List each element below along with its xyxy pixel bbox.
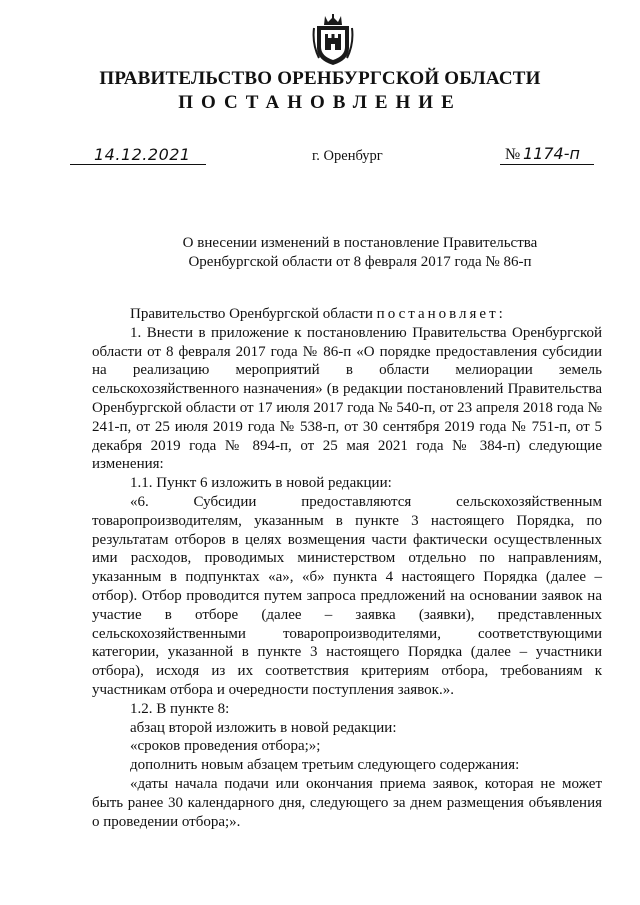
document-number: 1174-п bbox=[523, 144, 580, 163]
intro-resolves: постановляет: bbox=[376, 306, 506, 322]
intro-text: Правительство Оренбургской области bbox=[130, 306, 377, 322]
document-subject bbox=[150, 234, 570, 272]
intro-paragraph bbox=[92, 305, 602, 324]
document-city: г. Оренбург bbox=[312, 148, 383, 164]
paragraph-add-abzac: дополнить новым абзацем третьим следующего содержания: bbox=[130, 757, 520, 774]
document-body bbox=[92, 305, 602, 831]
paragraph-item-1-2: 1.2. В пункте 8: bbox=[130, 700, 230, 717]
subject-line-2: Оренбургской области от 8 февраля 2017 года № 86-п bbox=[188, 254, 532, 270]
date-underline bbox=[70, 164, 206, 165]
document-date: 14.12.2021 bbox=[94, 145, 191, 164]
paragraph-quote-terms: «сроков проведения отбора;»; bbox=[130, 738, 321, 755]
paragraph-abzac-2: абзац второй изложить в новой редакции: bbox=[130, 719, 397, 736]
document-type-heading: ПОСТАНОВЛЕНИЕ bbox=[178, 92, 462, 113]
number-underline bbox=[500, 164, 594, 165]
coat-of-arms-icon bbox=[311, 14, 355, 66]
number-label: № bbox=[505, 146, 521, 163]
paragraph-item-1-1: 1.1. Пункт 6 изложить в новой редакции: bbox=[130, 475, 392, 492]
paragraph-quote-dates: «даты начала подачи или окончания приема заявок, которая не может быть ранее 30 календарного дня, следующего за днем размещения объявления о проведении отбора;». bbox=[92, 775, 602, 830]
government-title: ПРАВИТЕЛЬСТВО ОРЕНБУРГСКОЙ ОБЛАСТИ bbox=[99, 68, 541, 89]
subject-line-1: О внесении изменений в постановление Правительства bbox=[182, 235, 538, 251]
paragraph-clause-6: «6. Субсидии предоставляются сельскохозяйственным товаропроизводителям, указанным в пункте 3 настоящего Порядка, по результатам отборов в целях возмещения части фактически осуществленных ими расходов, проводимых министерством отдельно по направлениям, указанным в подпунктах «а», «б» пункта 4 настоящего Порядка (далее – отбор). Отбор проводится путем запроса предложений на основании заявок на участие в отборе (далее – заявка (заявки), представленных сельскохозяйственными товаропроизводителями, соответствующими категории, указанной в пункте 3 настоящего Порядка (далее – участники отбора), исходя из их соответствия критериям отбора, требованиям к участникам отбора и очередности поступления заявок.». bbox=[92, 493, 602, 698]
paragraph-item-1: 1. Внести в приложение к постановлению Правительства Оренбургской области от 8 февраля 2017 года № 86-п «О порядке предоставления субсидии на реализацию мероприятий в области мелиорации земель сельскохозяйственного назначения» (в редакции постановлений Правительства Оренбургской области от 17 июля 2017 года № 540-п, от 23 апреля 2018 года № 241-п, от 25 июля 2019 года № 538-п, от 30 сентября 2019 года № 751-п, от 5 декабря 2019 года № 894-п, от 25 мая 2021 года № 384-п) следующие изменения: bbox=[92, 324, 602, 473]
